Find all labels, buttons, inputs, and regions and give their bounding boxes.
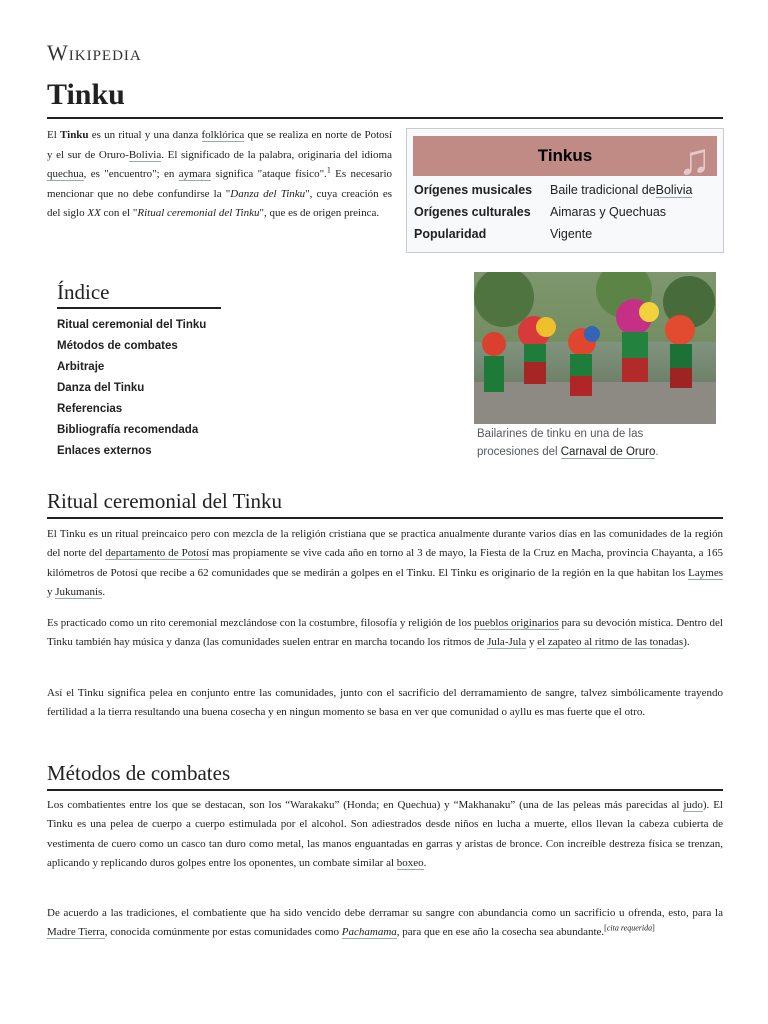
infobox-key: Popularidad xyxy=(414,227,487,241)
wikipedia-logo[interactable]: Wikipedia xyxy=(47,40,142,65)
section-heading-metodos: Métodos de combates xyxy=(47,761,231,785)
section-divider xyxy=(47,517,723,519)
toc-item[interactable]: Métodos de combates xyxy=(57,340,178,352)
link-carnaval-de-oruro[interactable]: Carnaval de Oruro xyxy=(560,445,656,458)
infobox-title: Tinkus xyxy=(537,146,593,165)
infobox-row-origenes-culturales xyxy=(414,201,718,223)
toc-divider xyxy=(57,307,221,309)
music-note-icon: ♫ xyxy=(678,135,711,184)
infobox-value: Aimaras y Quechuas xyxy=(550,205,667,219)
toc-item[interactable]: Arbitraje xyxy=(57,361,105,373)
toc-item[interactable]: Ritual ceremonial del Tinku xyxy=(57,319,207,331)
link-departamento-de-potosi[interactable]: departamento de Potosí xyxy=(105,547,210,560)
link-laymes[interactable]: Laymes xyxy=(688,566,723,579)
infobox-key: Orígenes musicales xyxy=(414,183,533,197)
term-bold: Tinku xyxy=(60,129,89,141)
link-pueblos-originarios[interactable]: pueblos originarios xyxy=(474,617,559,629)
link-judo[interactable]: judo xyxy=(683,799,703,811)
infobox-row-origenes-musicales xyxy=(414,179,718,201)
page-title: Tinku xyxy=(47,78,125,111)
toc-item[interactable]: Danza del Tinku xyxy=(57,382,145,394)
link-aymara[interactable]: aymara xyxy=(178,168,212,180)
table-of-contents xyxy=(57,280,221,462)
infobox-value: Baile tradicional deBolivia xyxy=(550,183,693,197)
citation-needed[interactable]: [cita requerida] xyxy=(604,923,655,933)
dancers-photo[interactable] xyxy=(474,272,716,424)
infobox xyxy=(406,128,724,253)
infobox-header xyxy=(413,135,717,184)
toc-item[interactable]: Referencias xyxy=(57,403,123,415)
section-divider xyxy=(47,789,723,791)
intro-paragraph: El Tinku es un ritual y una danza folklórica que se realiza en norte de Potosí y el sur de Oruro-Bolivia. El significado de la palabra, originaria del idioma quechua, es "encuentro"; en aymara significa "ataque físico".$^1$ Es necesario mencionar que no debe confundirse la "Danza del Tinku", cuya creación es del siglo XX con el "Ritual ceremonial del Tinku", que es de origen preinca. xyxy=(47,129,393,219)
link-zapateo[interactable]: el zapateo al ritmo de las tonadas xyxy=(537,636,684,649)
paragraph: Así el Tinku significa pelea en conjunto entre las comunidades, junto con el sacrificio del derramamiento de sangre, talvez simbólicamente trayendo fertilidad a la tierra resultando una buena cosecha y en ningun momento se basa en ver que comunidad o ayllu es mas fuerte que el otro. xyxy=(47,687,723,719)
link-madre-tierra[interactable]: Madre Tierra xyxy=(47,926,105,939)
toc-item[interactable]: Enlaces externos xyxy=(57,445,152,457)
infobox-key: Orígenes culturales xyxy=(414,205,531,219)
link-quechua[interactable]: quechua xyxy=(47,168,84,180)
toc-item[interactable]: Bibliografía recomendada xyxy=(57,424,199,436)
link-folklorica[interactable]: folklórica xyxy=(201,129,245,141)
link-pachamama[interactable]: Pachamama xyxy=(341,926,397,939)
infobox-value: Vigente xyxy=(550,227,593,241)
link-boxeo[interactable]: boxeo xyxy=(396,856,424,869)
toc-title: Índice xyxy=(57,280,110,304)
title-divider xyxy=(47,117,723,119)
link-jukumanis[interactable]: Jukumanis xyxy=(55,585,103,598)
paragraph: El Tinku es un ritual preincaico pero con mezcla de la religión cristiana que se practica anualmente durante varios días en las comunidades de la región del norte del departamento de Potosí mas propiamente se vive cada año en torno al 3 de mayo, la Fiesta de la Cruz en Macha, provincia Chayanta, a 165 kilómetros de Potosí que recibe a 62 comunidades que se medirán a golpes en el Tinku. El Tinku es originario de la región en la que habitan los Laymes y Jukumanis. xyxy=(47,528,723,598)
photo-caption: Bailarines de tinku en una de las procesiones del Carnaval de Oruro. xyxy=(477,428,659,458)
paragraph: Es practicado como un rito ceremonial mezclándose con la costumbre, filosofía y religión de los pueblos originarios para su devoción mística. Dentro del Tinku también hay música y danza (las comunidades suelen entrar en marcha tocando los ritmos de Jula-Jula y el zapateo al ritmo de las tonadas). xyxy=(47,617,723,649)
infobox-row-popularidad xyxy=(414,223,718,245)
reference-1[interactable]: 1 xyxy=(326,165,331,175)
link-bolivia[interactable]: Bolivia xyxy=(128,148,162,161)
section-heading-ritual: Ritual ceremonial del Tinku xyxy=(47,489,283,513)
paragraph: De acuerdo a las tradiciones, el combatiente que ha sido vencido debe derramar su sangre con abundancia como un sacrificio u ofrenda, esto, para la Madre Tierra, conocida comúnmente por estas comunidades como Pachamama, para que en ese año la cosecha sea abundante.[cita requerida] xyxy=(47,907,723,939)
link-bolivia-infobox[interactable]: Bolivia xyxy=(655,183,693,197)
paragraph: Los combatientes entre los que se destacan, son los “Warakaku” (Honda; en Quechua) y “Makhanaku” (una de las peleas más parecidas al judo). El Tinku es una pelea de cuerpo a cuerpo estimulada por el alcohol. Son adiestrados desde niños en lucha a muerte, ellos llevan la cabeza cubierta de vestimenta de cuero como un casco tan duro como metal, las manos enguantadas en garras y aristas de bronce. Con increíble destreza física se trenzan, aplicando y replicando duros golpes entre los oponentes, un combate similar al boxeo. xyxy=(47,799,723,869)
link-jula-jula[interactable]: Jula-Jula xyxy=(487,636,527,649)
